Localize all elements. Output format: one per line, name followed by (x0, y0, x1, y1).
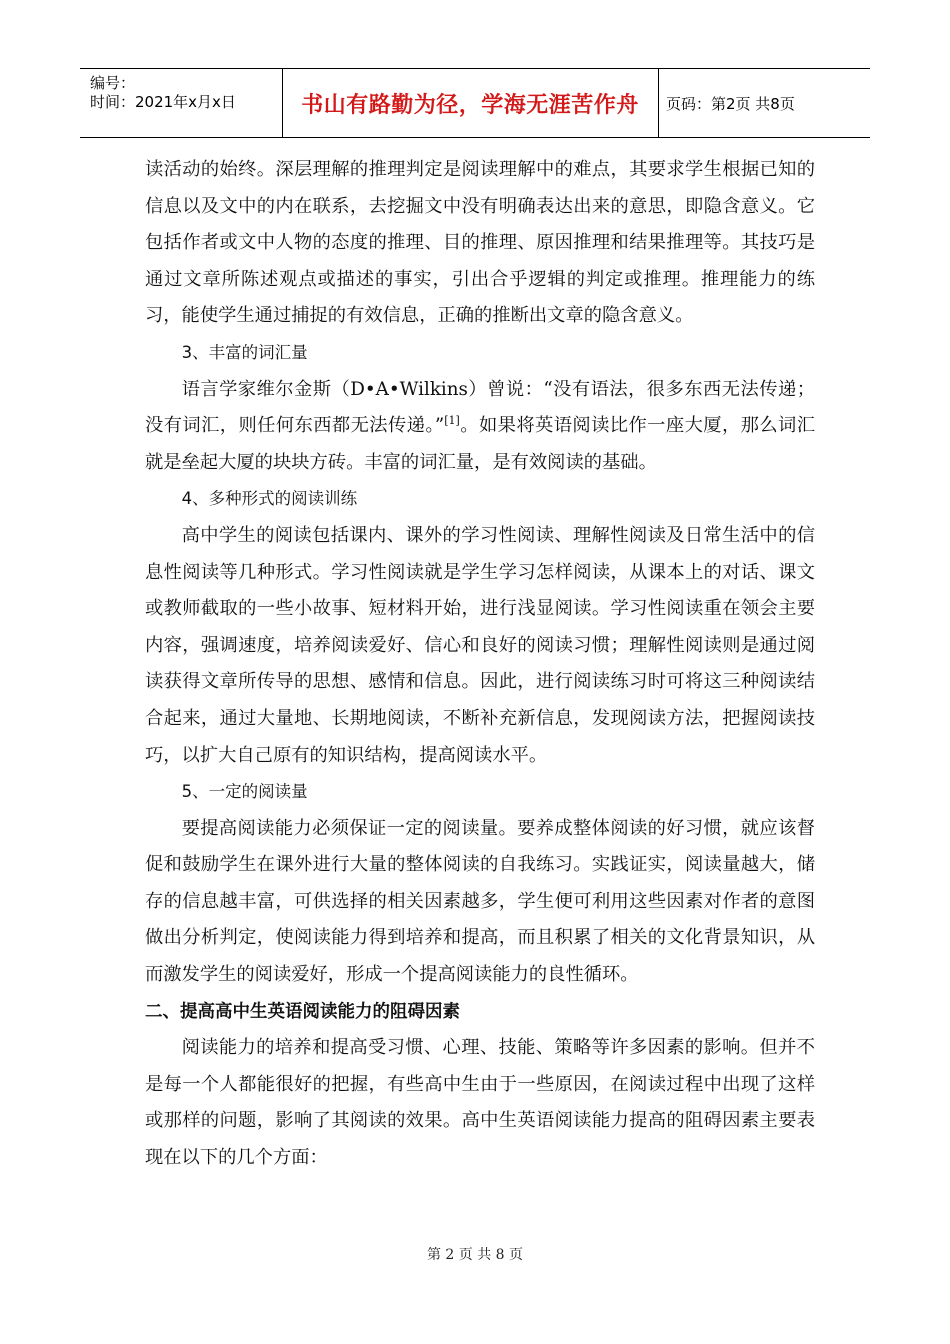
body-paragraph: 高中学生的阅读包括课内、课外的学习性阅读、理解性阅读及日常生活中的信息性阅读等几种形式。学习性阅读就是学生学习怎样阅读，从课本上的对话、课文或教师截取的一些小故事、短材料开始，进行浅显阅读。学习性阅读重在领会主要内容，强调速度，培养阅读爱好、信心和良好的阅读习惯；理解性阅读则是通过阅读获得文章所传导的思想、感情和信息。因此，进行阅读练习时可将这三种阅读结合起来，通过大量地、长期地阅读，不断补充新信息，发现阅读方法，把握阅读技巧，以扩大自己原有的知识结构，提高阅读水平。 (145, 524, 815, 766)
quote-continuation: 。如果将英语阅读比作一座大厦，那么词汇就是垒起大厦的块块方砖。丰富的词汇量，是有效阅读的基础。 (145, 415, 815, 473)
document-number-label: 编号： (90, 74, 136, 92)
section-subheading: 3、丰富的词汇量 (181, 342, 308, 362)
section-subheading: 4、多种形式的阅读训练 (181, 489, 358, 509)
header-page-info: 页码：第2页 共8页 (666, 94, 795, 113)
citation-reference: [1] (444, 414, 460, 428)
document-date-label: 时间：2021年x月x日 (90, 93, 236, 111)
body-paragraph: 阅读能力的培养和提高受习惯、心理、技能、策略等许多因素的影响。但并不是每一个人都能很好的把握，有些高中生由于一些原因，在阅读过程中出现了这样或那样的问题，影响了其阅读的效果。高中生英语阅读能力提高的阻碍因素主要表现在以下的几个方面： (145, 1037, 815, 1169)
body-paragraph (145, 372, 815, 482)
header-motto: 书山有路勤为径，学海无涯苦作舟 (282, 69, 659, 137)
section-heading: 二、提高高中生英语阅读能力的阻碍因素 (145, 1001, 460, 1022)
body-paragraph: 要提高阅读能力必须保证一定的阅读量。要养成整体阅读的好习惯，就应该督促和鼓励学生在课外进行大量的整体阅读的自我练习。实践证实，阅读量越大，储存的信息越丰富，可供选择的相关因素越多，学生便可利用这些因素对作者的意图做出分析判定，使阅读能力得到培养和提高，而且积累了相关的文化背景知识，从而激发学生的阅读爱好，形成一个提高阅读能力的良性循环。 (145, 817, 815, 986)
page-footer: 第 2 页 共 8 页 (426, 1247, 524, 1263)
page-header (80, 68, 870, 138)
body-paragraph: 读活动的始终。深层理解的推理判定是阅读理解中的难点，其要求学生根据已知的信息以及文中的内在联系，去挖掘文中没有明确表达出来的意思，即隐含意义。它包括作者或文中人物的态度的推理、目的推理、原因推理和结果推理等。其技巧是通过文章所陈述观点或描述的事实，引出合乎逻辑的判定或推理。推理能力的练习，能使学生通过捕捉的有效信息，正确的推断出文章的隐含意义。 (145, 159, 815, 327)
quote-text: 语言学家维尔金斯（D•A•Wilkins）曾说：“没有语法，很多东西无法传递；没有词汇，则任何东西都无法传递。” (145, 378, 815, 437)
header-meta-cell (80, 69, 283, 137)
document-body (145, 152, 815, 1177)
section-subheading: 5、一定的阅读量 (181, 782, 308, 802)
